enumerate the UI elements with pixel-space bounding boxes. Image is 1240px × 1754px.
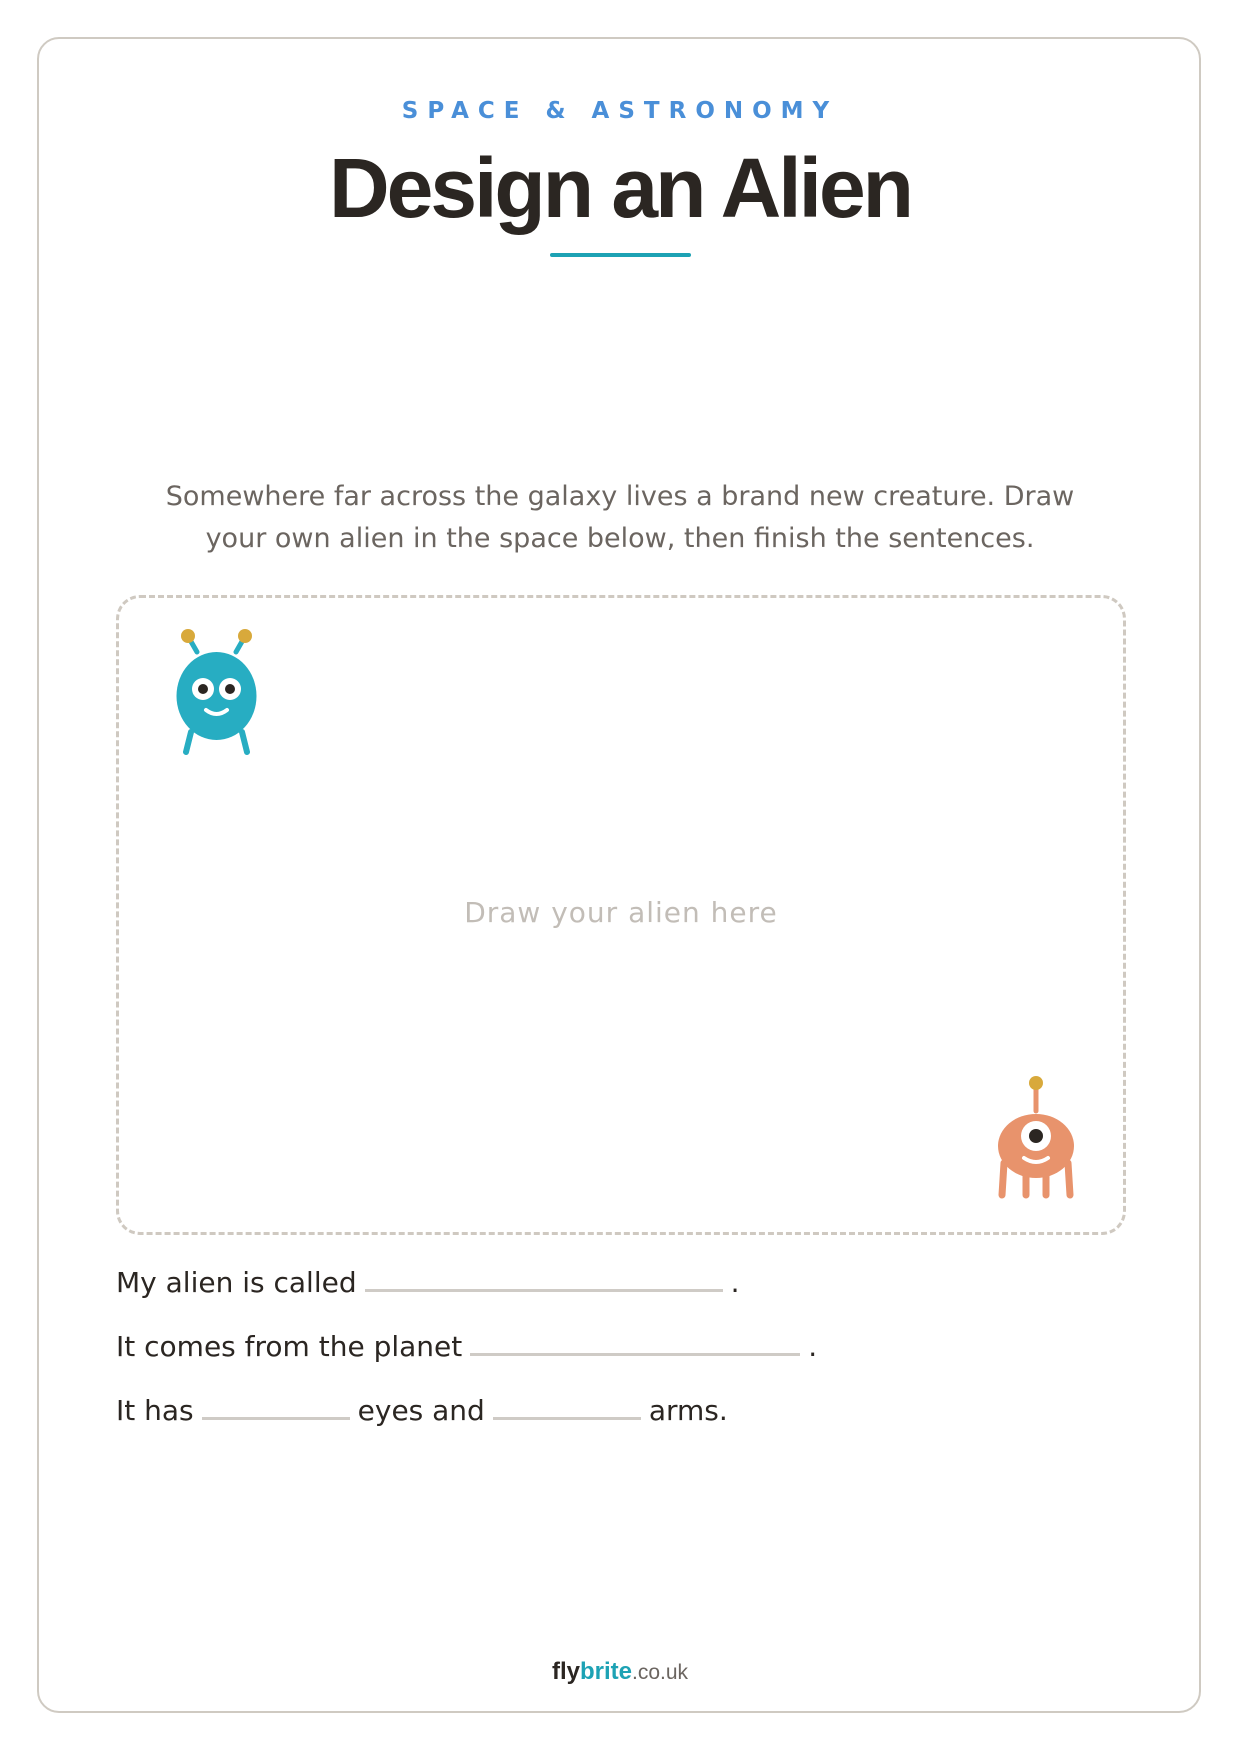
alien-blue-icon [169, 628, 264, 755]
alien-name-blank[interactable] [365, 1288, 723, 1292]
arms-blank[interactable] [493, 1416, 641, 1420]
brand-domain: .co.uk [632, 1661, 689, 1684]
eyes-blank[interactable] [202, 1416, 350, 1420]
brand-brite: brite [579, 1658, 632, 1685]
subject-label: SPACE & ASTRONOMY [401, 98, 839, 124]
sentence-text: eyes and [357, 1394, 485, 1427]
title-underline [550, 253, 691, 257]
sentence-features [116, 1394, 728, 1427]
sentence-text: It has [116, 1394, 194, 1427]
sentence-text: arms. [648, 1394, 728, 1427]
drawing-hint: Draw your alien here [464, 896, 778, 929]
alien-orange-icon [991, 1073, 1081, 1200]
intro-text: Somewhere far across the galaxy lives a brand new creature. Draw your own alien in the space below, then finish the sentences. [165, 481, 1075, 554]
sentence-text: It comes from the planet [116, 1330, 463, 1363]
planet-blank[interactable] [470, 1352, 800, 1356]
sentence-planet [116, 1330, 817, 1363]
sentence-text: . [808, 1330, 818, 1363]
sentence-text: My alien is called [116, 1266, 357, 1299]
brand-fly: fly [551, 1658, 580, 1685]
drawing-area[interactable] [116, 595, 1126, 1235]
page-title: Design an Alien [328, 141, 911, 235]
footer-brand[interactable] [0, 1658, 1240, 1686]
sentence-alien-name [116, 1266, 740, 1299]
sentence-text: . [730, 1266, 740, 1299]
